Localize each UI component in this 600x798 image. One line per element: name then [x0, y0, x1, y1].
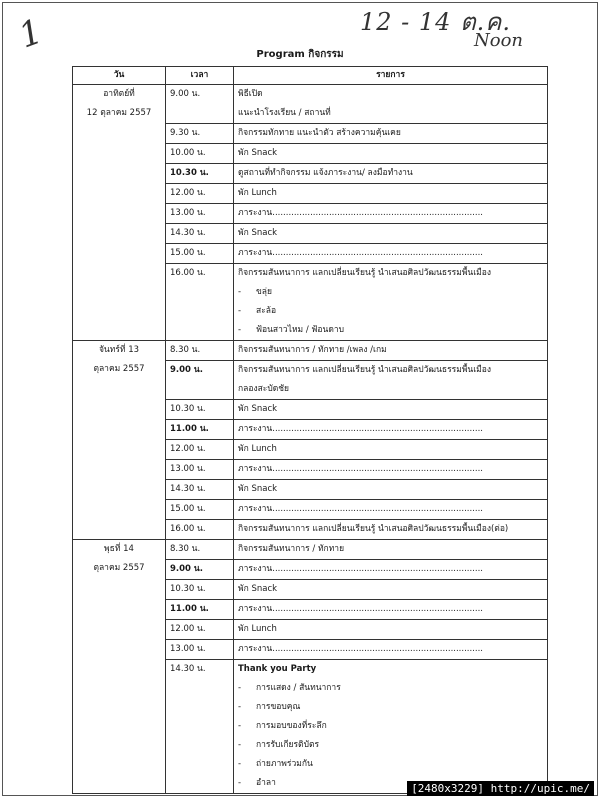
time-cell: 12.00 น.: [166, 440, 234, 460]
day-cell: [73, 540, 166, 794]
day-cell: [73, 85, 166, 341]
image-watermark: [2480x3229] http://upic.me/: [407, 781, 594, 796]
activity-cell: [234, 204, 548, 224]
activity-text: พัก Lunch: [238, 188, 277, 198]
time-cell: 16.00 น.: [166, 520, 234, 540]
table-body: [73, 85, 548, 794]
activity-text: พัก Snack: [238, 584, 278, 594]
sub-activity-item: - ฟ้อนสาวไหม / ฟ้อนดาบ: [256, 321, 543, 340]
activity-text: ภาระงาน..............................................................................: [238, 564, 483, 574]
activity-text: กิจกรรมสันทนาการ / ทักทาย /เพลง /เกม: [238, 345, 387, 355]
time-cell: 15.00 น.: [166, 244, 234, 264]
activity-cell: [234, 124, 548, 144]
day-date: ตุลาคม 2557: [93, 364, 145, 374]
activity-text: กลองสะบัดชัย: [238, 384, 290, 394]
header-activity: รายการ: [234, 67, 548, 85]
activity-text: พัก Snack: [238, 484, 278, 494]
activity-cell: [234, 244, 548, 264]
sub-activity-item: - การมอบของที่ระลึก: [256, 717, 543, 736]
time-cell: 10.30 น.: [166, 164, 234, 184]
table-row: [73, 85, 548, 124]
activity-text: ภาระงาน..............................................................................: [238, 208, 483, 218]
activity-cell: [234, 580, 548, 600]
day-date: 12 ตุลาคม 2557: [86, 108, 152, 118]
activity-text: พัก Snack: [238, 404, 278, 414]
handwritten-date: 12 - 14 ต.ค.: [360, 8, 511, 36]
activity-cell: [234, 600, 548, 620]
sub-activity-list: [238, 679, 543, 793]
time-cell: 9.00 น.: [166, 85, 234, 124]
sub-activity-item: - ขลุ่ย: [256, 283, 543, 302]
activity-text: ภาระงาน..............................................................................: [238, 464, 483, 474]
time-cell: 11.00 น.: [166, 420, 234, 440]
activity-cell: [234, 264, 548, 341]
time-cell: 8.30 น.: [166, 341, 234, 361]
sub-activity-item: - การรับเกียรติบัตร: [256, 736, 543, 755]
time-cell: 14.30 น.: [166, 660, 234, 794]
activity-text: กิจกรรมทักทาย แนะนำตัว สร้างความคุ้นเคย: [238, 128, 401, 138]
handwritten-note: Noon: [474, 30, 524, 51]
activity-text: ภาระงาน..............................................................................: [238, 604, 483, 614]
activity-cell: [234, 640, 548, 660]
time-cell: 12.00 น.: [166, 620, 234, 640]
time-cell: 11.00 น.: [166, 600, 234, 620]
activity-cell: [234, 164, 548, 184]
sub-activity-item: - การขอบคุณ: [256, 698, 543, 717]
activity-cell: [234, 341, 548, 361]
time-cell: 16.00 น.: [166, 264, 234, 341]
program-table: [72, 66, 548, 794]
table-row: [73, 540, 548, 560]
time-cell: 13.00 น.: [166, 204, 234, 224]
activity-cell: [234, 361, 548, 400]
time-cell: 9.00 น.: [166, 560, 234, 580]
activity-text: ภาระงาน..............................................................................: [238, 424, 483, 434]
activity-cell: [234, 85, 548, 124]
day-name: อาทิตย์ที่: [103, 89, 135, 99]
sub-activity-list: [238, 283, 543, 340]
activity-text: ดูสถานที่ทำกิจกรรม แจ้งภาระงาน/ ลงมือทำงาน: [238, 168, 413, 178]
activity-cell: [234, 420, 548, 440]
activity-cell: [234, 144, 548, 164]
activity-cell: [234, 460, 548, 480]
activity-text: Thank you Party: [238, 664, 317, 674]
activity-cell: [234, 540, 548, 560]
activity-text: กิจกรรมสันทนาการ แลกเปลี่ยนเรียนรู้ นำเสนอศิลปวัฒนธรรมพื้นเมือง(ต่อ): [238, 524, 509, 534]
activity-cell: [234, 500, 548, 520]
activity-cell: [234, 184, 548, 204]
time-cell: 12.00 น.: [166, 184, 234, 204]
sub-activity-item: - อำลา: [256, 774, 543, 793]
time-cell: 10.00 น.: [166, 144, 234, 164]
time-cell: 15.00 น.: [166, 500, 234, 520]
page-title: Program กิจกรรม: [256, 49, 344, 60]
activity-cell: [234, 480, 548, 500]
activity-cell: [234, 660, 548, 794]
sub-activity-item: - สะล้อ: [256, 302, 543, 321]
activity-text: แนะนำโรงเรียน / สถานที่: [238, 108, 331, 118]
activity-cell: [234, 224, 548, 244]
day-cell: [73, 341, 166, 540]
table-row: [73, 341, 548, 361]
day-date: ตุลาคม 2557: [93, 563, 145, 573]
activity-cell: [234, 620, 548, 640]
activity-text: พัก Snack: [238, 228, 278, 238]
time-cell: 9.30 น.: [166, 124, 234, 144]
activity-cell: [234, 560, 548, 580]
time-cell: 8.30 น.: [166, 540, 234, 560]
time-cell: 14.30 น.: [166, 480, 234, 500]
activity-cell: [234, 440, 548, 460]
activity-text: พัก Lunch: [238, 624, 277, 634]
activity-text: ภาระงาน..............................................................................: [238, 504, 483, 514]
activity-text: พิธีเปิด: [238, 89, 263, 99]
sub-activity-item: - การแสดง / สันทนาการ: [256, 679, 543, 698]
time-cell: 14.30 น.: [166, 224, 234, 244]
time-cell: 10.30 น.: [166, 400, 234, 420]
sub-activity-item: - ถ่ายภาพร่วมกัน: [256, 755, 543, 774]
header-time: เวลา: [166, 67, 234, 85]
activity-text: ภาระงาน..............................................................................: [238, 248, 483, 258]
time-cell: 9.00 น.: [166, 361, 234, 400]
activity-text: พัก Snack: [238, 148, 278, 158]
activity-text: กิจกรรมสันทนาการ แลกเปลี่ยนเรียนรู้ นำเสนอศิลปวัฒนธรรมพื้นเมือง: [238, 365, 491, 375]
day-name: พุธที่ 14: [104, 544, 134, 554]
activity-cell: [234, 400, 548, 420]
time-cell: 13.00 น.: [166, 460, 234, 480]
table-header-row: [73, 67, 548, 85]
activity-cell: [234, 520, 548, 540]
handwritten-mark: 1: [13, 11, 48, 57]
time-cell: 10.30 น.: [166, 580, 234, 600]
day-name: จันทร์ที่ 13: [98, 345, 140, 355]
activity-text: พัก Lunch: [238, 444, 277, 454]
header-day: วัน: [73, 67, 166, 85]
activity-text: กิจกรรมสันทนาการ แลกเปลี่ยนเรียนรู้ นำเสนอศิลปวัฒนธรรมพื้นเมือง: [238, 268, 491, 278]
activity-text: กิจกรรมสันทนาการ / ทักทาย: [238, 544, 345, 554]
activity-text: ภาระงาน..............................................................................: [238, 644, 483, 654]
time-cell: 13.00 น.: [166, 640, 234, 660]
